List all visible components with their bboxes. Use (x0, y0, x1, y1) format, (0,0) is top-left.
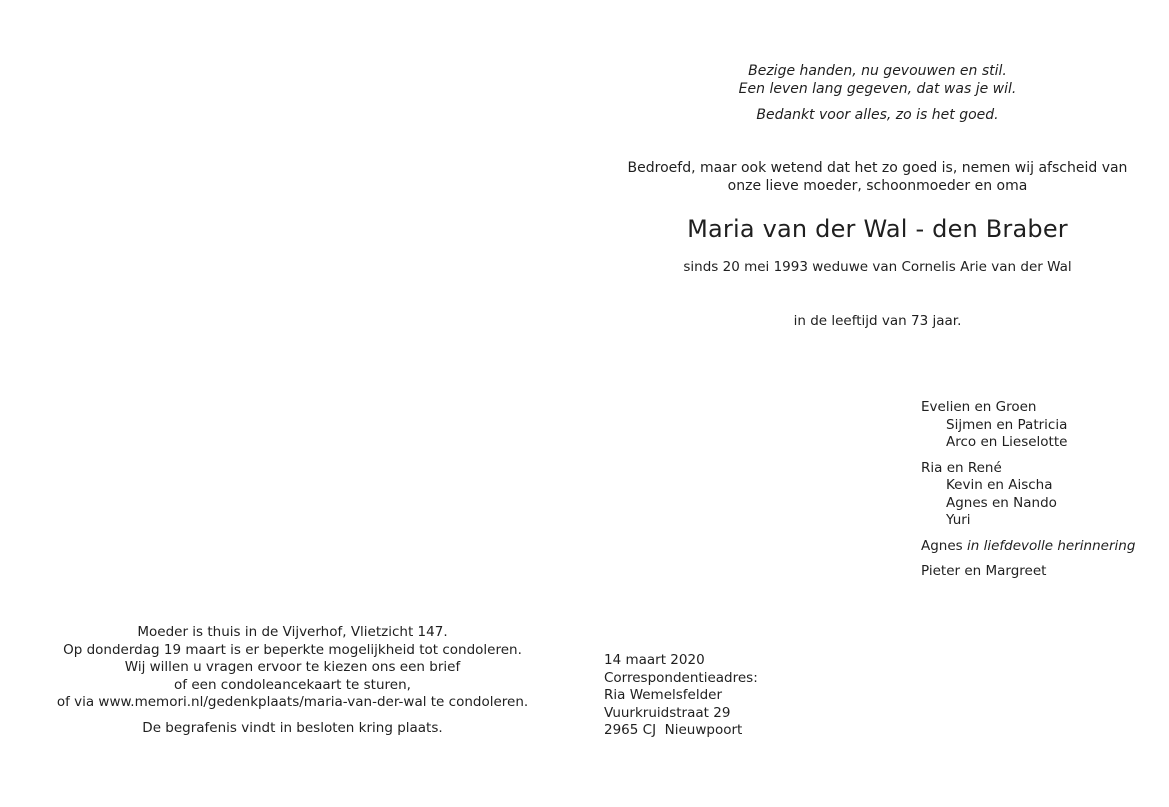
family-head: Pieter en Margreet (921, 563, 1047, 579)
note-line-5: of via www.memori.nl/gedenkplaats/maria-van-der-wal te condoleren. (56, 694, 529, 710)
poem-line-2: Een leven lang gegeven, dat was je wil. (738, 81, 1017, 97)
correspondence-name: Ria Wemelsfelder (604, 687, 723, 703)
memorial-note: in liefdevolle herinnering (967, 537, 1136, 554)
family-head: Evelien en Groen (921, 399, 1037, 415)
family-head: Agnes (921, 537, 963, 554)
family-memorial-line (921, 538, 1135, 556)
family-child: Sijmen en Patricia (946, 416, 1068, 433)
intro-line-1: Bedroefd, maar ook wetend dat het zo goed is, nemen wij afscheid van (627, 160, 1128, 176)
deceased-name: Maria van der Wal - den Braber (687, 215, 1068, 243)
family-group-1 (921, 399, 1135, 452)
note-line-2: Op donderdag 19 maart is er beperkte mogelijkheid tot condoleren. (63, 641, 522, 658)
correspondence-block (604, 652, 758, 740)
note-line-1: Moeder is thuis in de Vijverhof, Vlietzicht 147. (137, 624, 448, 640)
poem (640, 62, 1115, 124)
correspondence-street: Vuurkruidstraat 29 (604, 704, 731, 721)
family-child: Arco en Lieselotte (946, 434, 1068, 450)
announcement-intro (620, 159, 1135, 195)
family-group-2 (921, 460, 1135, 530)
family-child: Yuri (946, 512, 971, 528)
poem-line-3: Bedankt voor alles, zo is het goed. (756, 107, 999, 123)
family-group-4 (921, 563, 1135, 581)
family-child: Agnes en Nando (946, 494, 1057, 511)
note-line-4: of een condoleancekaart te sturen, (174, 676, 411, 693)
note-line-6: De begrafenis vindt in besloten kring plaats. (142, 719, 443, 736)
note-line-3: Wij willen u vragen ervoor te kiezen ons een brief (124, 659, 461, 675)
family-list (921, 399, 1135, 589)
intro-line-2: onze lieve moeder, schoonmoeder en oma (727, 178, 1028, 194)
age-line: in de leeftijd van 73 jaar. (793, 313, 962, 329)
announcement-date: 14 maart 2020 (604, 652, 705, 668)
correspondence-label: Correspondentieadres: (604, 669, 758, 686)
correspondence-city: 2965 CJ Nieuwpoort (604, 722, 743, 738)
family-head: Ria en René (921, 459, 1002, 476)
poem-line-1: Bezige handen, nu gevouwen en stil. (748, 63, 1007, 79)
family-child: Kevin en Aischa (946, 477, 1053, 493)
family-group-3 (921, 538, 1135, 556)
widow-line: sinds 20 mei 1993 weduwe van Cornelis Arie van der Wal (683, 259, 1072, 275)
condolence-note (40, 624, 545, 737)
